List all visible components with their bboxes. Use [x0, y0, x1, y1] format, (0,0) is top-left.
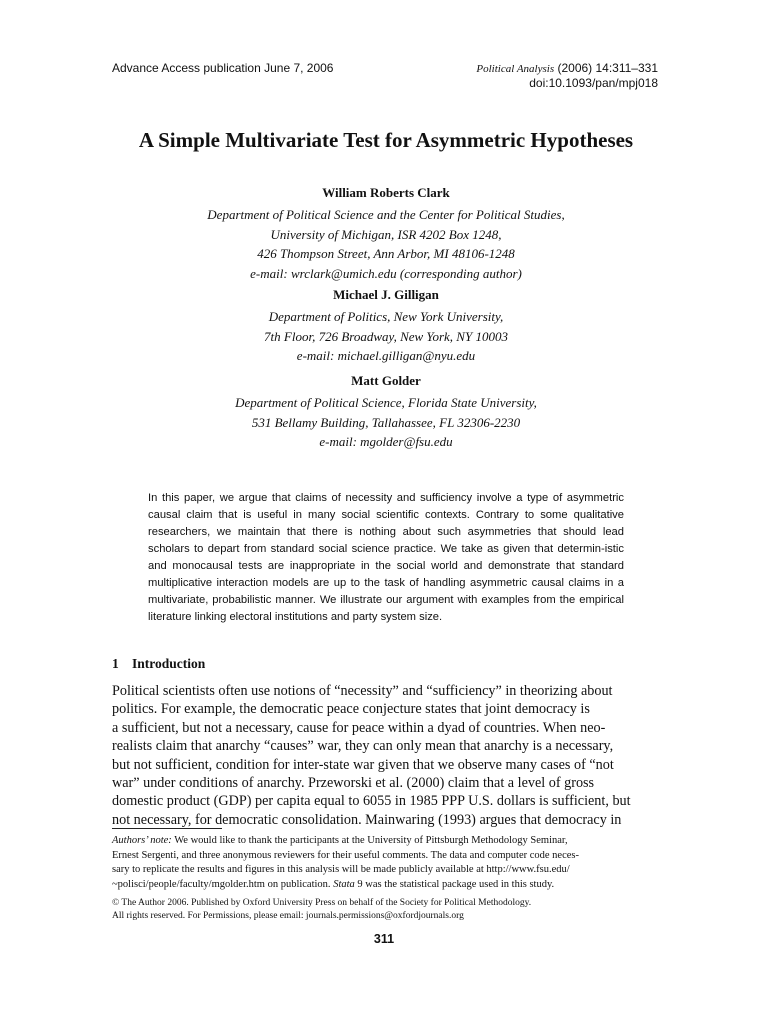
author-name: William Roberts Clark: [322, 185, 450, 200]
footnote-text: 9 was the statistical package used in this study.: [357, 878, 555, 890]
affiliation-line: 7th Floor, 726 Broadway, New York, NY 10003: [264, 328, 508, 344]
publication-note: Advance Access publication June 7, 2006: [112, 61, 334, 75]
author-email: e-mail: mgolder@fsu.edu: [319, 434, 453, 449]
software-name: Stata: [333, 878, 355, 890]
body-paragraph: [112, 682, 660, 829]
body-line: realists claim that anarchy “causes” war, they can only mean that anarchy is a necessary,: [112, 738, 614, 755]
author-name: Michael J. Gilligan: [333, 287, 439, 302]
paper-title: A Simple Multivariate Test for Asymmetric Hypotheses: [138, 128, 634, 152]
body-line: Political scientists often use notions of “necessity” and “sufficiency” in theorizing about: [112, 683, 613, 699]
journal-name: Political Analysis: [476, 63, 555, 75]
body-line: domestic product (GDP) per capita equal to 6055 in 1985 PPP U.S. dollars is sufficient, but: [112, 793, 631, 810]
section-number: 1: [112, 656, 119, 671]
body-line: politics. For example, the democratic peace conjecture states that joint democracy is: [112, 701, 590, 718]
body-line: not necessary, for democratic consolidation. Mainwaring (1993) argues that democracy in: [112, 811, 622, 828]
abstract: In this paper, we argue that claims of necessity and sufficiency involve a type of asymmetric causal claim that is useful in many social scientific contexts. Contrary to some qualitative researchers, we maintain that there is nothing about such asymmetries that should lead scholars to depart from standard social science practice. We take as given that determin-istic and monocausal tests are inappropriate in the social world and demonstrate that standard multiplicative interaction models are up to the task of handling asymmetric causal claims in a multivariate, probabilistic manner. We illustrate our argument with examples from the empirical literature linking electoral institutions and party system size.: [148, 492, 624, 623]
author-email: e-mail: michael.gilligan@nyu.edu: [296, 348, 476, 363]
footnote-line: [112, 878, 662, 893]
affiliation-line: Department of Political Science and the Center for Political Studies,: [207, 207, 565, 222]
body-line: war” under conditions of anarchy. Przeworski et al. (2000) claim that a level of gross: [112, 775, 595, 792]
affiliation-line: 531 Bellamy Building, Tallahassee, FL 32306-2230: [251, 414, 521, 430]
copyright-notice: [112, 897, 662, 923]
affiliation-line: University of Michigan, ISR 4202 Box 1248,: [270, 226, 502, 242]
doi: doi:10.1093/pan/mpj018: [529, 76, 658, 90]
footnote-text: We would like to thank the participants at the University of Pittsburgh Methodology Seminar,: [174, 835, 568, 846]
permissions-line: All rights reserved. For Permissions, please email: journals.permissions@oxfordjournals.org: [112, 911, 464, 921]
author-email: e-mail: wrclark@umich.edu (corresponding author): [250, 265, 522, 281]
citation-volume: (2006) 14:311–331: [557, 61, 658, 75]
affiliation-line: Department of Political Science, Florida State University,: [235, 395, 537, 410]
author-block-golder: [112, 372, 660, 452]
section-title: Introduction: [132, 656, 206, 671]
footnote-url: ~polisci/people/faculty/mgolder.htm on publication.: [112, 878, 331, 890]
body-line: but not sufficient, condition for inter-state war given that we observe many cases of “not: [112, 756, 614, 773]
body-line: a sufficient, but not a necessary, cause for peace within a dyad of countries. When neo-: [112, 719, 606, 736]
footnote-line: [112, 834, 662, 849]
affiliation-line: Department of Politics, New York University,: [268, 309, 504, 324]
footnote-line: Ernest Sergenti, and three anonymous reviewers for their useful comments. The data and computer code neces-: [112, 849, 579, 861]
footnote-divider: [112, 828, 222, 829]
journal-citation: [476, 61, 658, 90]
author-block-clark: [112, 184, 660, 283]
page-number: 311: [373, 932, 395, 946]
copyright-line: © The Author 2006. Published by Oxford University Press on behalf of the Society for Political Methodology.: [112, 898, 532, 908]
footnote-label: Authors’ note:: [112, 835, 172, 846]
author-name: Matt Golder: [351, 373, 421, 388]
affiliation-line: 426 Thompson Street, Ann Arbor, MI 48106-1248: [257, 246, 515, 261]
authors-note: [112, 834, 662, 892]
footnote-line: sary to replicate the results and figures in this analysis will be made publicly available at http://www.fsu.edu/: [112, 864, 570, 875]
section-heading: [112, 656, 205, 672]
author-block-gilligan: [112, 286, 660, 366]
